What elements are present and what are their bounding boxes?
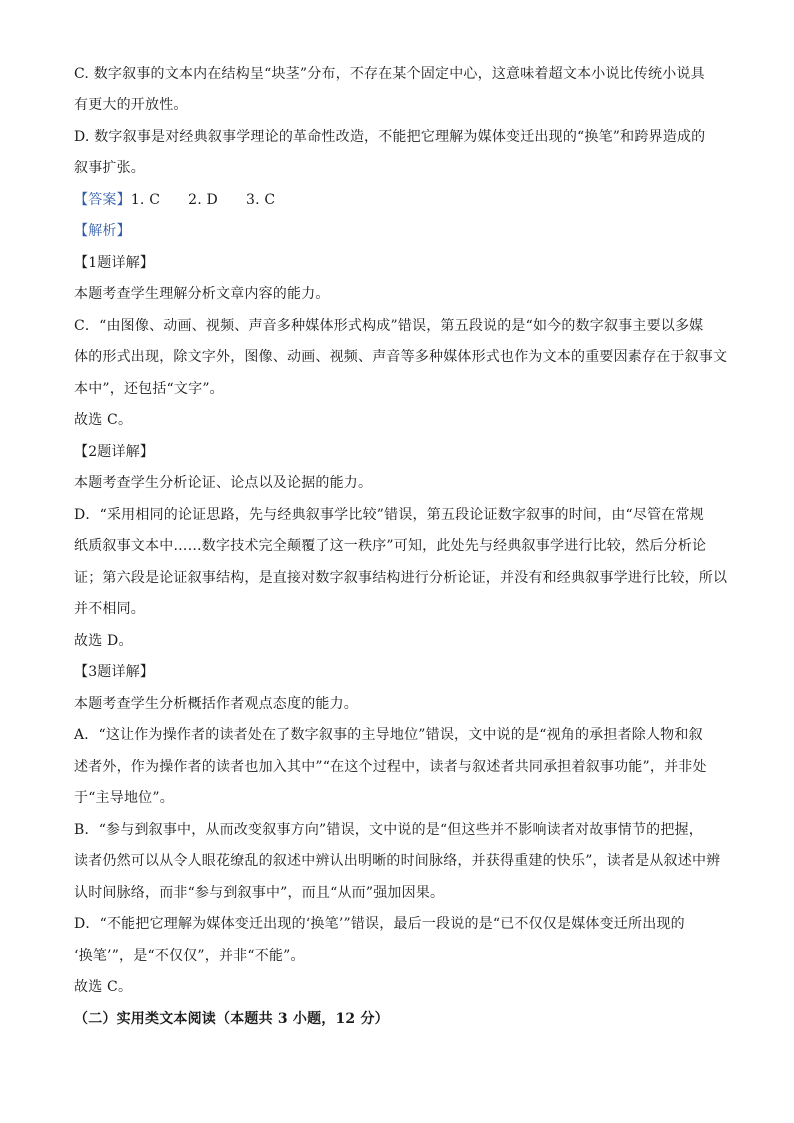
q3-b-line-1: B．“参与到叙事中，从而改变叙事方向”错误，文中说的是“但这些并不影响读者对故事情节的把握，: [74, 822, 703, 838]
option-c-line-1: C. 数字叙事的文本内在结构呈“块茎”分布，不存在某个固定中心，这意味着超文本小说比传统小说具: [74, 66, 705, 82]
option-d-line-1: D. 数字叙事是对经典叙事学理论的革命性改造，不能把它理解为媒体变迁出现的“换笔”和跨界造成的: [74, 129, 706, 145]
q3-a-line-2: 述者外，作为操作者的读者也加入其中”“在这个过程中，读者与叙述者共同承担着叙事功能”，并非处: [74, 759, 707, 775]
q3-a-line-3: 于“主导地位”。: [74, 790, 174, 806]
q2-text-2: 纸质叙事文本中……数字技术完全颠覆了这一秩序”可知，此处先与经典叙事学进行比较，然后分析论: [74, 538, 707, 554]
option-d-line-2: 叙事扩张。: [74, 160, 145, 176]
answer-label: 【答案】: [74, 192, 131, 208]
q1-text-2: 体的形式出现，除文字外，图像、动画、视频、声音等多种媒体形式也作为文本的重要因素存在于叙事文: [74, 349, 728, 365]
q1-text-1: C．“由图像、动画、视频、声音多种媒体形式构成”错误，第五段说的是“如今的数字叙事主要以多媒: [74, 318, 704, 334]
q3-a-line-1: A．“这让作为操作者的读者处在了数字叙事的主导地位”错误，文中说的是“视角的承担者除人物和叙: [74, 727, 703, 743]
option-c-line-2: 有更大的开放性。: [74, 97, 188, 113]
q2-text-1: D．“采用相同的论证思路，先与经典叙事学比较”错误，第五段论证数字叙事的时间，由“尽管在常规: [74, 507, 704, 523]
q1-conclusion: 故选 C。: [74, 412, 133, 428]
q3-b-line-2: 读者仍然可以从令人眼花缭乱的叙述中辨认出明晰的时间脉络，并获得重建的快乐”，读者是从叙述中辨: [74, 853, 721, 869]
q2-conclusion: 故选 D。: [74, 633, 133, 649]
q3-conclusion: 故选 C。: [74, 979, 133, 995]
answer-1: 1. C: [130, 192, 161, 208]
q2-text-3: 证；第六段是论证叙事结构，是直接对数字叙事结构进行分析论证，并没有和经典叙事学进行比较，所以: [74, 570, 728, 586]
q2-heading: 【2题详解】: [74, 444, 155, 460]
q3-b-line-3: 认时间脉络，而非“参与到叙事中”，而且“从而”强加因果。: [74, 885, 445, 901]
q2-intro: 本题考查学生分析论证、论点以及论据的能力。: [74, 475, 373, 491]
q2-text-4: 并不相同。: [74, 601, 145, 617]
analysis-label: 【解析】: [74, 223, 131, 239]
q1-text-3: 本中”，还包括“文字”。: [74, 381, 224, 397]
q3-d-line-1: D．“不能把它理解为媒体变迁出现的‘换笔’”错误，最后一段说的是“已不仅仅是媒体变迁所出现的: [74, 916, 685, 932]
answer-line: [74, 190, 275, 210]
q1-intro: 本题考查学生理解分析文章内容的能力。: [74, 286, 330, 302]
section-heading: （二）实用类文本阅读（本题共 3 小题，12 分）: [74, 1011, 389, 1027]
q3-heading: 【3题详解】: [74, 664, 155, 680]
answer-2: 2. D: [188, 192, 218, 208]
q3-intro: 本题考查学生分析概括作者观点态度的能力。: [74, 696, 358, 712]
q3-d-line-2: ‘换笔’”，是“不仅仅”，并非“不能”。: [74, 948, 305, 964]
q1-heading: 【1题详解】: [74, 255, 155, 271]
answer-3: 3. C: [245, 192, 276, 208]
